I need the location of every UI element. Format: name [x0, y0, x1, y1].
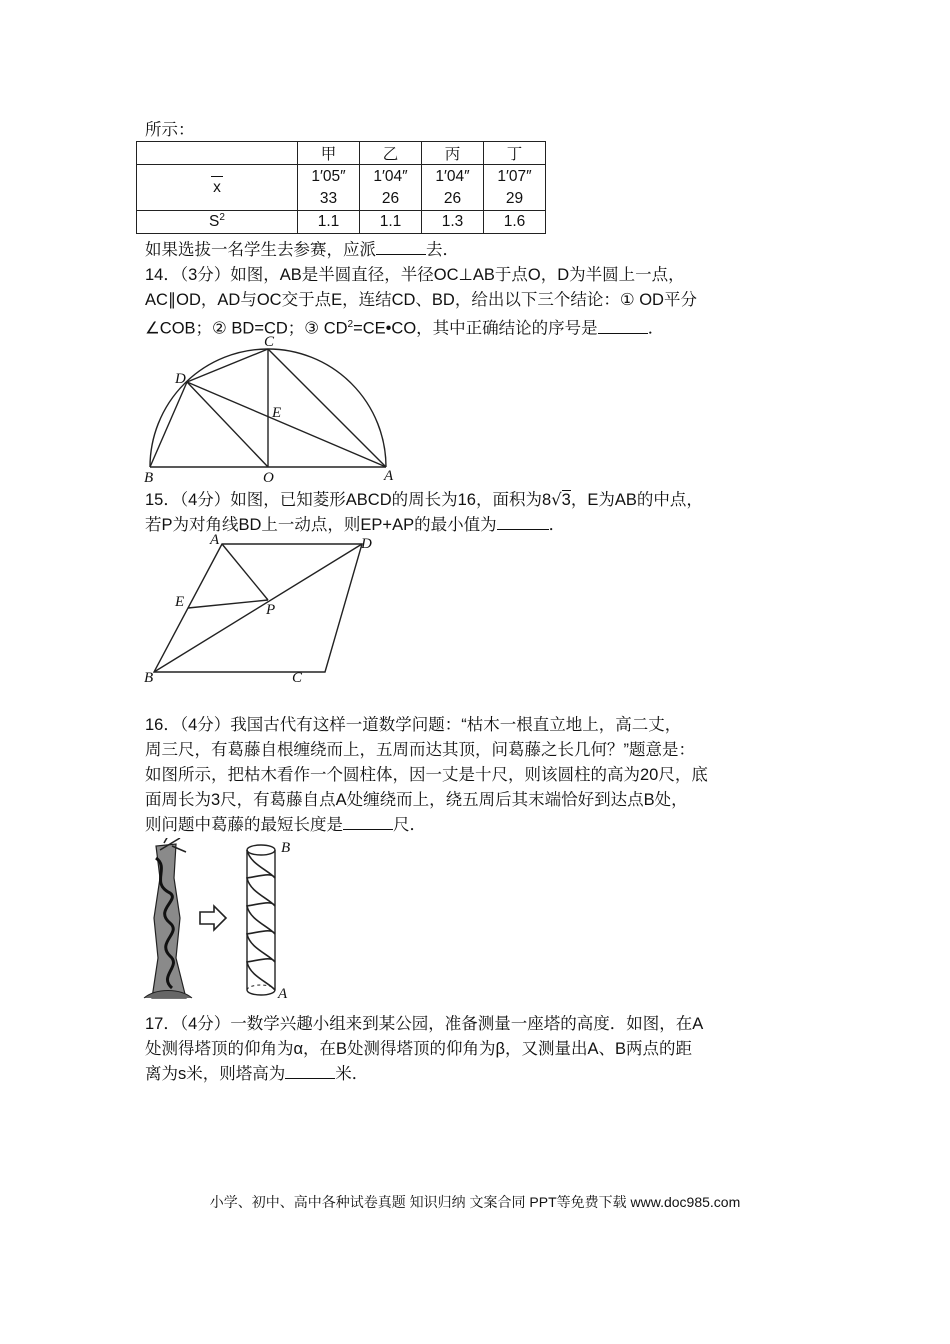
- label-b: B: [144, 670, 154, 686]
- table-header-cell: 丙: [422, 142, 484, 165]
- segment-ap: [222, 544, 268, 600]
- label-o: O: [263, 470, 274, 485]
- segment-od: [187, 382, 268, 467]
- q15-line1-text: 15．（4分）如图，已知菱形ABCD的周长为16，面积为8: [145, 491, 552, 509]
- x-bar-label: x: [213, 178, 221, 196]
- cylinder: [247, 845, 275, 995]
- table-cell: [422, 165, 484, 211]
- table-header-row: [137, 142, 546, 165]
- answer-blank[interactable]: [497, 513, 549, 530]
- q16-line5-text: 则问题中葛藤的最短长度是: [145, 816, 343, 834]
- q16-line1: 16．（4分）我国古代有这样一道数学问题：“枯木一根直立地上，高二丈，: [145, 716, 682, 734]
- sqrt-radicand: 3: [561, 491, 571, 509]
- label-a: A: [384, 468, 394, 484]
- q16-line5: [145, 813, 426, 837]
- variance-label-sup: 2: [219, 212, 225, 224]
- answer-blank[interactable]: [343, 813, 393, 830]
- label-d: D: [175, 371, 186, 387]
- intro-text: 所示：: [145, 121, 195, 139]
- answer-blank[interactable]: [598, 317, 648, 334]
- q14-line2: AC∥OD，AD与OC交于点E，连结CD、BD，给出以下三个结论：① OD平分: [145, 291, 697, 309]
- q15-line2-end: ．: [548, 516, 566, 534]
- q17-line1: 17．（4分）一数学兴趣小组来到某公园，准备测量一座塔的高度．如图，在A: [145, 1015, 704, 1033]
- mean-value-line1: 1′04″: [435, 167, 470, 185]
- q16-line3: 如图所示，把枯木看作一个圆柱体，因一丈是十尺，则该圆柱的高为20尺，底: [145, 766, 708, 784]
- table-header-cell: 丁: [484, 142, 546, 165]
- q17-line3-end: 米．: [335, 1065, 369, 1083]
- q16-line2: 周三尺，有葛藤自根缠绕而上，五周而达其顶，问葛藤之长几何？”题意是：: [145, 741, 695, 759]
- table-header-cell: 甲: [298, 142, 360, 165]
- label-p: P: [266, 602, 276, 618]
- mean-value-line1: 1′07″: [497, 167, 532, 185]
- mean-value-line2: 26: [443, 189, 462, 207]
- vine-spiral: [247, 850, 275, 990]
- answer-blank[interactable]: [285, 1062, 335, 1079]
- stats-table: [136, 141, 546, 234]
- table-row-mean: [137, 165, 546, 211]
- tree-trunk-illustration: [144, 838, 192, 998]
- label-b: B: [281, 840, 291, 856]
- page-footer: 小学、初中、高中各种试卷真题 知识归纳 文案合同 PPT等免费下载 www.doc985.com: [209, 1194, 741, 1210]
- q15-line2-text: 若P为对角线BD上一动点，则EP+AP的最小值为: [145, 516, 497, 534]
- q16-line4: 面周长为3尺，有葛藤自点A处缠绕而上，绕五周后其末端恰好到达点B处，: [145, 791, 688, 809]
- q17-line2: 处测得塔顶的仰角为α，在B处测得塔顶的仰角为β，又测量出A、B两点的距: [145, 1040, 693, 1058]
- q14-sup: 2: [347, 319, 354, 330]
- answer-blank[interactable]: [376, 238, 426, 255]
- label-d: D: [361, 536, 372, 552]
- q13-text: 如果选拔一名学生去参赛，应派: [145, 241, 376, 259]
- label-c: C: [292, 670, 303, 686]
- mean-label-cell: [137, 165, 298, 211]
- semicircle-figure: [140, 335, 410, 485]
- q14-line1: 14．（3分）如图，AB是半圆直径，半径OC⊥AB于点O，D为半圆上一点，: [145, 266, 685, 284]
- label-a: A: [210, 532, 220, 548]
- segment-ad: [187, 382, 386, 467]
- q17-line3: [145, 1062, 368, 1086]
- label-e: E: [175, 594, 185, 610]
- label-b: B: [144, 470, 154, 485]
- mean-value-line1: 1′05″: [311, 167, 346, 185]
- segment-ac: [268, 349, 386, 467]
- table-cell: [360, 165, 422, 211]
- segment-ep: [188, 600, 268, 608]
- table-cell: [484, 165, 546, 211]
- variance-label-cell: [137, 211, 298, 234]
- q16-line5-end: 尺．: [393, 816, 426, 834]
- label-e: E: [272, 405, 282, 421]
- table-cell: 1.6: [484, 211, 546, 234]
- q17-line3-text: 离为s米，则塔高为: [145, 1065, 286, 1083]
- segment-cd: [187, 349, 268, 382]
- table-cell: [298, 165, 360, 211]
- q14-line3-text: ∠COB；② BD=CD；③ CD: [145, 319, 348, 338]
- mean-value-line2: 33: [319, 189, 338, 207]
- table-cell: 1.3: [422, 211, 484, 234]
- table-corner-cell: [137, 142, 298, 165]
- variance-label: S: [209, 213, 220, 231]
- q15-line1-text2: ，E为AB的中点，: [570, 491, 703, 509]
- label-c: C: [264, 335, 275, 350]
- sqrt-symbol: √: [551, 490, 562, 509]
- label-a: A: [278, 986, 288, 1002]
- table-row-variance: [137, 211, 546, 234]
- mean-value-line2: 29: [505, 189, 524, 207]
- rhombus-figure: [140, 532, 380, 687]
- q13-answer-line: [145, 238, 459, 262]
- mean-value-line2: 26: [381, 189, 400, 207]
- table-cell: 1.1: [360, 211, 422, 234]
- table-cell: 1.1: [298, 211, 360, 234]
- mean-value-line1: 1′04″: [373, 167, 408, 185]
- q15-line1: [145, 488, 703, 512]
- arrow-right-icon: [200, 906, 226, 930]
- q13-text-end: 去．: [426, 241, 459, 259]
- tree-cylinder-figure: [140, 838, 305, 1003]
- table-header-cell: 乙: [360, 142, 422, 165]
- q14-line3-end: ．: [647, 319, 665, 338]
- segment-bd: [150, 382, 187, 467]
- q14-line3-text2: =CE•CO，其中正确结论的序号是: [353, 319, 598, 338]
